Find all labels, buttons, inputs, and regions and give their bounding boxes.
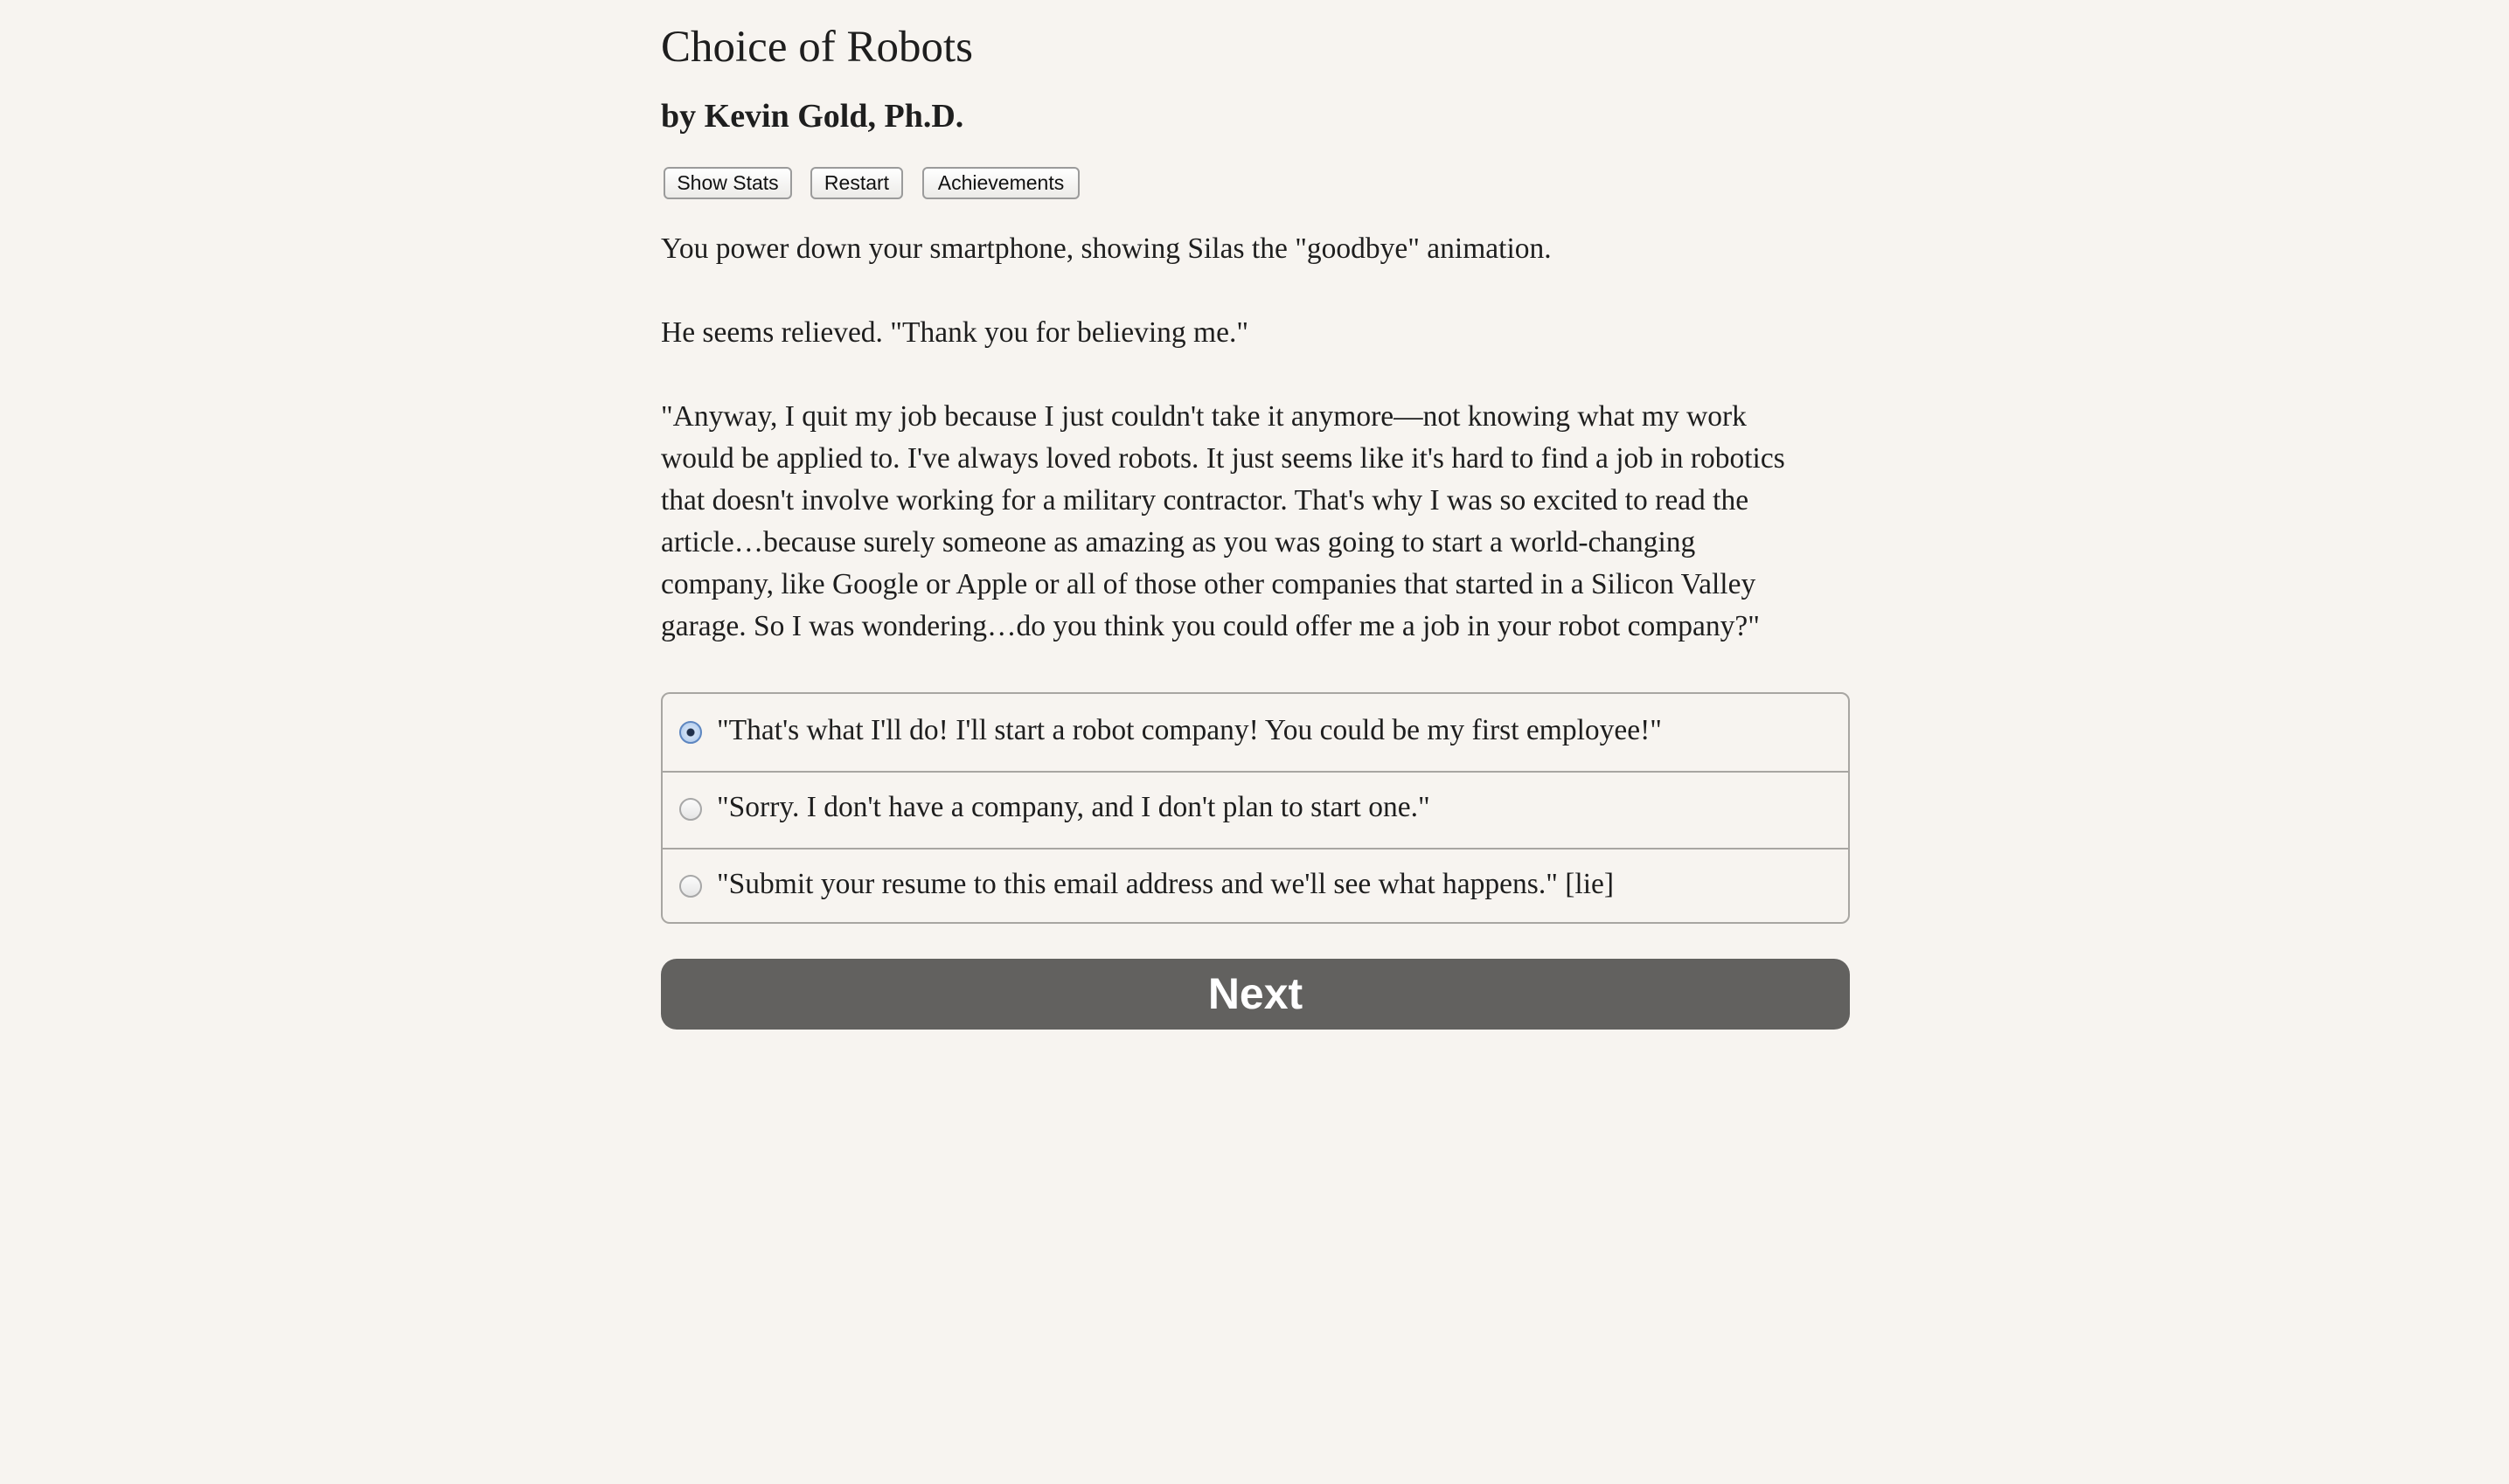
story-paragraph-3-line: garage. So I was wondering…do you think you could offer me a job in your robot company?": [661, 610, 1760, 642]
game-author: by Kevin Gold, Ph.D.: [661, 98, 964, 135]
story-paragraph-3: [661, 396, 1850, 648]
choice-option-label: "Submit your resume to this email address and we'll see what happens." [lie]: [717, 868, 1615, 900]
game-title: Choice of Robots: [661, 23, 973, 72]
choice-list: [661, 692, 1850, 924]
choice-option-start-company[interactable]: [663, 694, 1848, 771]
choice-option-label: "Sorry. I don't have a company, and I don't plan to start one.": [717, 791, 1430, 823]
radio-button-icon[interactable]: [679, 721, 702, 744]
restart-button[interactable]: Restart: [810, 167, 903, 199]
radio-button-icon[interactable]: [679, 798, 702, 821]
choice-option-decline[interactable]: [663, 771, 1848, 848]
story-paragraph-3-line: would be applied to. I've always loved robots. It just seems like it's hard to find a job in robotics: [661, 442, 1785, 475]
story-paragraph-3-line: article…because surely someone as amazing as you was going to start a world-changing: [661, 526, 1696, 558]
next-button[interactable]: Next: [661, 959, 1850, 1030]
story-paragraph-3-line: that doesn't involve working for a military contractor. That's why I was so excited to read the: [661, 484, 1749, 517]
achievements-button[interactable]: Achievements: [922, 167, 1080, 199]
story-paragraph-3-line: "Anyway, I quit my job because I just couldn't take it anymore—not knowing what my work: [661, 400, 1747, 433]
choice-option-submit-resume[interactable]: [663, 848, 1848, 924]
story-paragraph-2: He seems relieved. "Thank you for believing me.": [661, 316, 1249, 349]
choice-option-label: "That's what I'll do! I'll start a robot company! You could be my first employee!": [717, 714, 1662, 746]
show-stats-button[interactable]: Show Stats: [664, 167, 792, 199]
radio-button-icon[interactable]: [679, 875, 702, 898]
story-paragraph-3-line: company, like Google or Apple or all of those other companies that started in a Silicon Valley: [661, 568, 1756, 600]
story-paragraph-1: You power down your smartphone, showing Silas the "goodbye" animation.: [661, 232, 1552, 265]
